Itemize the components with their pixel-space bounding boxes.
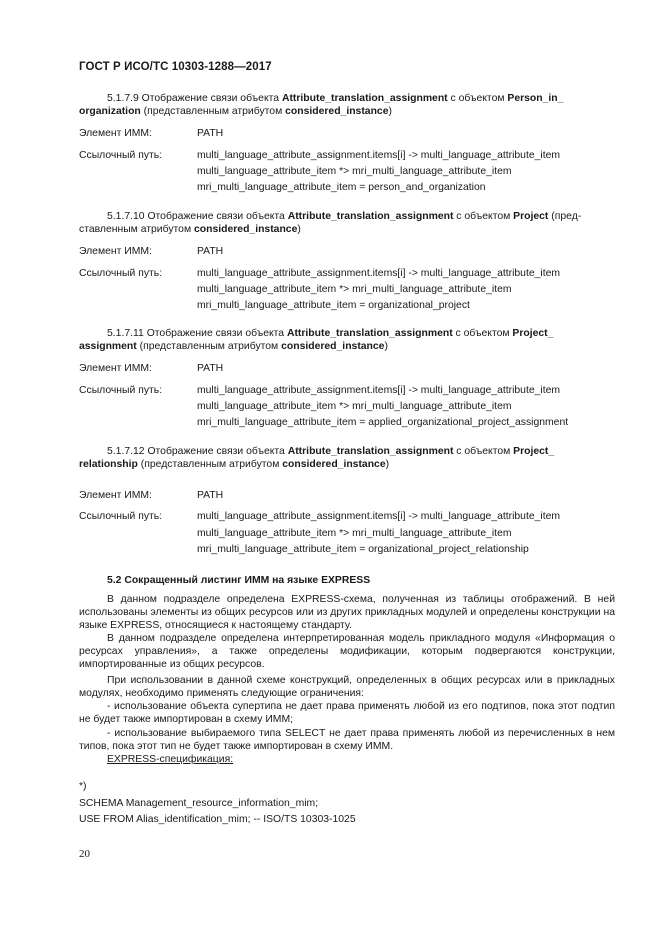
- entity-name: Attribute_translation_assignment: [287, 446, 454, 457]
- ref-path-label: Ссылочный путь:: [79, 385, 163, 396]
- element-value: PATH: [197, 363, 224, 374]
- section-heading: 5.1.7.11 Отображение связи объекта Attribute_translation_assignment с объектом Project_ assignment (представленным атрибутом considered_instance): [79, 328, 554, 352]
- section-heading: 5.1.7.9 Отображение связи объекта Attribute_translation_assignment с объектом Person_in_ organization (представленным атрибутом considered_instance): [79, 93, 564, 117]
- ref-path-line: multi_language_attribute_assignment.items[i] -> multi_language_attribute_item: [197, 511, 561, 522]
- entity-name: Attribute_translation_assignment: [281, 93, 448, 104]
- section-number: 5.1.7.9: [107, 93, 139, 104]
- ref-path-line: multi_language_attribute_item *> mri_multi_language_attribute_item: [197, 401, 512, 412]
- attribute-name: considered_instance: [285, 106, 389, 117]
- section-heading: 5.2 Сокращенный листинг ИММ на языке EXPRESS: [107, 575, 371, 586]
- list-item: - использование выбираемого типа SELECT не дает права применять любой из перечисленных в нем типов, пока этот тип не будет также импортирован в схему ИММ.: [79, 728, 615, 752]
- element-value: PATH: [197, 128, 224, 139]
- express-spec-label: EXPRESS-спецификация:: [107, 754, 234, 765]
- section-number: 5.1.7.12: [107, 446, 145, 457]
- ref-path-line: multi_language_attribute_item *> mri_multi_language_attribute_item: [197, 528, 512, 539]
- element-value: PATH: [197, 246, 224, 257]
- ref-path-line: multi_language_attribute_item *> mri_multi_language_attribute_item: [197, 166, 512, 177]
- element-value: PATH: [197, 490, 224, 501]
- ref-path-line: multi_language_attribute_assignment.items[i] -> multi_language_attribute_item: [197, 268, 561, 279]
- paragraph: В данном подразделе определена EXPRESS-схема, полученная из таблицы отображений. В ней использованы элементы из общих ресурсов или из других прикладных модулей и определены конструкции на языке EXPRESS, относящиеся к настоящему стандарту.: [79, 594, 615, 631]
- paragraph: В данном подразделе определена интерпретированная модель прикладного модуля «Информация о ресурсах управления», а также определены модификации, которым подвергаются конструкции, импортированные из общих ресурсов.: [79, 633, 615, 670]
- ref-path-line: multi_language_attribute_assignment.items[i] -> multi_language_attribute_item: [197, 150, 561, 161]
- page-number: 20: [79, 848, 90, 860]
- attribute-name: considered_instance: [281, 341, 385, 352]
- target-entity: Project: [513, 211, 549, 222]
- target-entity: Project_: [513, 446, 555, 457]
- target-entity: Project_: [512, 328, 554, 339]
- target-entity: Person_in_: [507, 93, 564, 104]
- section-number: 5.1.7.10: [107, 211, 145, 222]
- element-label: Элемент ИММ:: [79, 246, 152, 257]
- ref-path-label: Ссылочный путь:: [79, 268, 163, 279]
- code-line: USE FROM Alias_identification_mim; -- ISO/TS 10303-1025: [79, 814, 356, 825]
- ref-path-line: multi_language_attribute_item *> mri_multi_language_attribute_item: [197, 284, 512, 295]
- code-line: SCHEMA Management_resource_information_mim;: [79, 798, 319, 809]
- entity-name: Attribute_translation_assignment: [286, 328, 453, 339]
- ref-path-line: mri_multi_language_attribute_item = organizational_project: [197, 300, 470, 311]
- ref-path-label: Ссылочный путь:: [79, 150, 163, 161]
- document-header: ГОСТ Р ИСО/ТС 10303-1288—2017: [79, 61, 272, 73]
- element-label: Элемент ИММ:: [79, 490, 152, 501]
- paragraph: При использовании в данной схеме конструкций, определенных в общих ресурсах или в прикладных модулях, необходимо применять следующие ограничения:: [79, 675, 615, 699]
- ref-path-line: multi_language_attribute_assignment.items[i] -> multi_language_attribute_item: [197, 385, 561, 396]
- code-line: *): [79, 781, 87, 792]
- entity-name: Attribute_translation_assignment: [287, 211, 454, 222]
- attribute-name: considered_instance: [193, 224, 298, 235]
- ref-path-line: mri_multi_language_attribute_item = applied_organizational_project_assignment: [197, 417, 569, 428]
- section-heading: 5.1.7.10 Отображение связи объекта Attribute_translation_assignment с объектом Project (пред- ставленным атрибутом considered_instance): [79, 211, 582, 235]
- section-number: 5.1.7.11: [107, 328, 144, 339]
- section-heading: 5.1.7.12 Отображение связи объекта Attribute_translation_assignment с объектом Project_ relationship (представленным атрибутом considered_instance): [79, 446, 555, 470]
- element-label: Элемент ИММ:: [79, 128, 152, 139]
- ref-path-line: mri_multi_language_attribute_item = person_and_organization: [197, 182, 486, 193]
- attribute-name: considered_instance: [282, 459, 386, 470]
- ref-path-label: Ссылочный путь:: [79, 511, 163, 522]
- element-label: Элемент ИММ:: [79, 363, 152, 374]
- ref-path-line: mri_multi_language_attribute_item = organizational_project_relationship: [197, 544, 529, 555]
- list-item: - использование объекта супертипа не дает права применять любой из его подтипов, пока этот подтип не будет также импортирован в схему ИММ;: [79, 701, 615, 725]
